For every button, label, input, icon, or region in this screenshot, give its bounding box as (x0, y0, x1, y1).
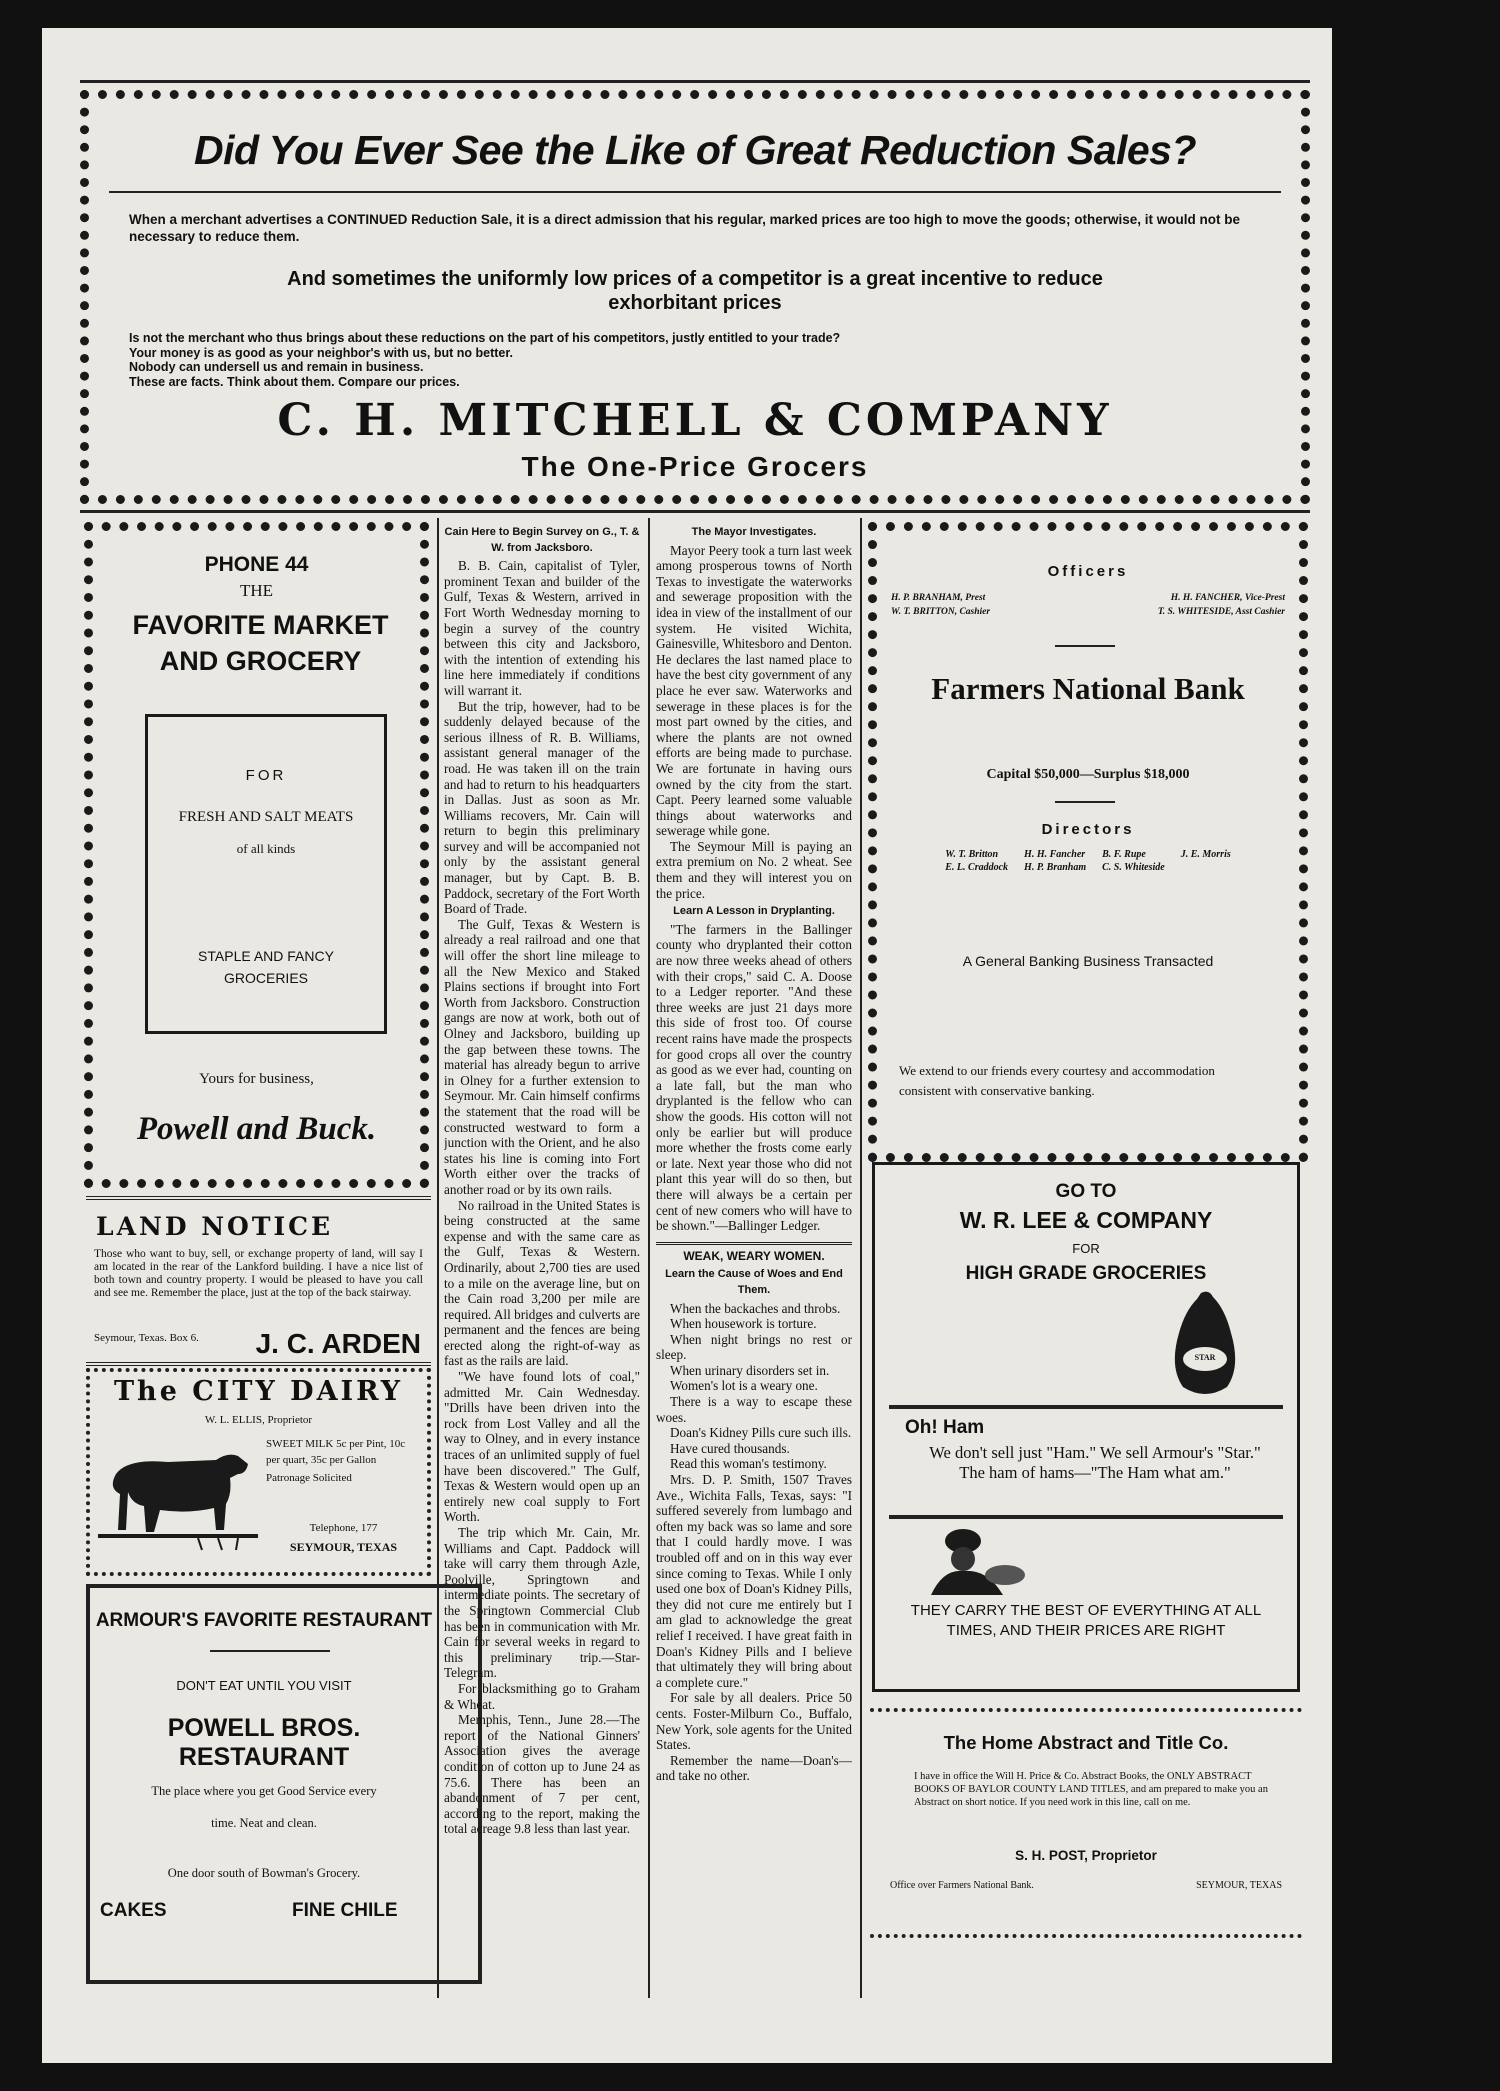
the-label: THE (239, 581, 274, 600)
top-rule (80, 80, 1310, 83)
for-label: FOR (245, 767, 287, 784)
article-line: When night brings no rest or sleep. (656, 1331, 852, 1363)
directors-title: Directors (1041, 821, 1135, 838)
ad-line: Nobody can undersell us and remain in business. (129, 360, 424, 374)
article-divider (656, 1242, 852, 1245)
bank-general: A General Banking Business Transacted (962, 953, 1214, 969)
ham-label: STAR (1194, 1353, 1216, 1362)
article-heading: Cain Here to Begin Survey on G., T. & W. from Jacksboro. (444, 526, 640, 554)
director: J. E. Morris (1180, 849, 1231, 860)
top-rule-bottom (80, 510, 1310, 513)
company-name: C. H. MITCHELL & COMPANY (277, 395, 1113, 446)
abstract-city: SEYMOUR, TEXAS (1196, 1880, 1282, 1891)
market-inner-box (145, 714, 387, 1034)
restaurant-chile: FINE CHILE (292, 1900, 398, 1921)
bank-capital: Capital $50,000—Surplus $18,000 (986, 767, 1190, 782)
lee-oh-ham: Oh! Ham (905, 1417, 985, 1438)
land-notice-ad (86, 1196, 431, 1366)
article-paragraph: Memphis, Tenn., June 28.—The report of the National Ginners' Association gives the average condition of cotton up to June 24 as 75.6. There has been an abandonment of 7 per cent, according to the report, making the total acreage 9.8 less than last year. (444, 1712, 640, 1837)
director: W. T. Britton (945, 849, 999, 860)
ad-divider (109, 191, 1281, 193)
kinds-label: of all kinds (236, 841, 296, 856)
article-line: There is a way to escape these woes. (656, 1394, 852, 1425)
ad-line: Your money is as good as your neighbor's with us, but no better. (129, 345, 514, 360)
phone: PHONE 44 (204, 553, 309, 576)
ad-para1: When a merchant advertises a CONTINUED Reduction Sale, it is a direct admission that his regular, marked prices are too high to move the goods; otherwise, it would not be necessary to reduce them. (129, 212, 1240, 244)
article-paragraph: For blacksmithing go to Graham & Wheat. (444, 1680, 640, 1712)
market-name: FAVORITE MARKET AND GROCERY (132, 610, 389, 676)
restaurant-title: ARMOUR'S FAVORITE RESTAURANT (95, 1610, 433, 1631)
abstract-ad (870, 1708, 1302, 1938)
officers-list (891, 593, 1285, 617)
chef-icon (913, 1525, 1033, 1595)
bank-rule (1055, 645, 1115, 647)
newspaper-page (42, 28, 1332, 2063)
bank-rule (1055, 801, 1115, 803)
cow-icon (98, 1434, 258, 1554)
article-paragraph: Mrs. D. P. Smith, 1507 Traves Ave., Wichita Falls, Texas, says: "I suffered severely from lumbago and often my back was so lame and sore that I could hardly move. I was troubled off and on in this way ever since coming to Texas. While I only used one box of Doan's Kidney Pills, they did not cure me entirely but I am glad to acknowledge the great relief I received. I have great faith in Doan's Kidney Pills and I believe that ultimately they will bring about a complete cure." (656, 1472, 852, 1690)
bank-name: Farmers National Bank (931, 671, 1245, 706)
article-paragraph: But the trip, however, had to be suddenly delayed because of the serious illness of R. B. Williams, assistant general manager of the road. He was taken ill on the train and had to return to his headquarters in Dallas. Just as soon as Mr. Williams recovers, Mr. Cain will return to begin this preliminary survey and will be accompanied not only by the assistant general manager, but by Capt. B. B. Paddock, secretary of the Fort Worth Board of Trade. (444, 698, 640, 917)
ad-para2: And sometimes the uniformly low prices of a competitor is a great incentive to reduce exhorbitant prices (287, 268, 1103, 314)
city-dairy-ad (86, 1368, 431, 1576)
restaurant-dont: DON'T EAT UNTIL YOU VISIT (176, 1678, 352, 1693)
article-paragraph: Remember the name—Doan's—and take no other. (656, 1752, 852, 1784)
article-paragraph: No railroad in the United States is being constructed at the same expense and with the same care as the Gulf, Texas & Western. Ordinarily, about 2,700 ties are used to a mile on the average line, but on the Cain road 3,200 per mile are required. All bridges and culverts are permanent and the fences are being erected along the right-of-way as fast as the rails are laid. (444, 1197, 640, 1369)
article-line: Have cured thousands. (670, 1440, 790, 1456)
favorite-market-ad (84, 522, 429, 1188)
dairy-milk: SWEET MILK 5c per Pint, 10c per quart, 35c per Gallon (266, 1438, 406, 1466)
lee-body: We don't sell just "Ham." We sell Armour's "Star." The ham of hams—"The Ham what am." (929, 1443, 1261, 1482)
lee-band (889, 1515, 1283, 1519)
meats-label: FRESH AND SALT MEATS (178, 809, 354, 825)
abstract-body: I have in office the Will H. Price & Co. Abstract Books, the ONLY ABSTRACT BOOKS OF BAYLOR COUNTY LAND TITLES, and am prepared to make you an Abstract on short notice. If you need work in this line, call on me. (914, 1771, 1268, 1808)
market-signature: Powell and Buck. (136, 1111, 377, 1147)
director: B. F. Rupe (1102, 849, 1146, 860)
restaurant-line2: time. Neat and clean. (211, 1816, 317, 1830)
column-3-article (656, 522, 852, 1982)
ad-line: Is not the merchant who thus brings about these reductions on the part of his competitors, justly entitled to your trade? (129, 331, 841, 345)
lee-for: FOR (1072, 1241, 1100, 1256)
dairy-patronage: Patronage Solicited (266, 1472, 352, 1484)
article-line: When housework is torture. (670, 1316, 817, 1332)
abstract-office: Office over Farmers National Bank. (890, 1880, 1034, 1891)
officer: W. T. BRITTON, Cashier (891, 607, 991, 617)
land-title: LAND NOTICE (96, 1212, 334, 1241)
article-line: Doan's Kidney Pills cure such ills. (670, 1425, 852, 1441)
restaurant-line1: The place where you get Good Service every (151, 1784, 377, 1798)
director: C. S. Whiteside (1102, 862, 1165, 873)
bank-extend: We extend to our friends every courtesy and accommodation consistent with conservative banking. (899, 1063, 1215, 1098)
bank-ad (868, 522, 1308, 1162)
column-rule (860, 518, 862, 1998)
article-paragraph: Mayor Peery took a turn last week among prosperous towns of North Texas to investigate the waterworks and sewerage proposition with the idea in view of the installment of our system. He visited Wichita, Gainesville, Whitesboro and Denton. He declares the last named place to have the best city government of any place he ever saw. Waterworks and sewerage in these places is for the most part owned by the cities, and where the plants are not owned efforts are being made to purchase. We are fortunate in having ours owned by the city from the start. Capt. Peery learned some valuable things about waterworks and sewerage while gone. (656, 542, 852, 839)
lee-band (889, 1405, 1283, 1409)
director: E. L. Craddock (945, 862, 1009, 873)
restaurant-rule (210, 1650, 330, 1652)
article-paragraph: "We have found lots of coal," admitted Mr. Cain Wednesday. "Drills have been driven into the rock from Lost Valley and all the way to Olney, and in every instance traces of an unlimited supply of fuel have been discovered." The Gulf, Texas & Western would open up an entirely new coal supply to Fort Worth. (444, 1369, 640, 1525)
director: H. P. Branham (1024, 862, 1087, 873)
directors-list (887, 849, 1289, 873)
article-paragraph: The trip which Mr. Cain, Mr. Williams and Capt. Paddock will take will carry them through Azle, Poolville, Springtown and intermediate points. The secretary of the Springtown Commercial Club has been in communication with Mr. Cain for several weeks in regard to this preliminary trip.—Star-Telegram. (444, 1525, 640, 1681)
officer: H. H. FANCHER, Vice-Prest (1170, 593, 1285, 603)
article-line: Women's lot is a weary one. (670, 1378, 818, 1394)
lee-carry: THEY CARRY THE BEST OF EVERYTHING AT ALL TIMES, AND THEIR PRICES ARE RIGHT (910, 1602, 1262, 1639)
land-body: Those who want to buy, sell, or exchange property of land, will say I am located in the rear of the Lankford building. I have a nice list of both town and country property. I would be pleased to have you call and see me. Remember the place, just at the top of the back stairway. (94, 1248, 423, 1299)
mitchell-ad (80, 90, 1310, 504)
column-2-article (444, 522, 640, 1982)
ad-headline: Did You Ever See the Like of Great Reduction Sales? (193, 127, 1197, 173)
restaurant-name: POWELL BROS. RESTAURANT (167, 1714, 361, 1771)
article-heading: WEAK, WEARY WOMEN. (683, 1248, 825, 1263)
lee-high: HIGH GRADE GROCERIES (965, 1263, 1207, 1284)
officers-title: Officers (1047, 563, 1129, 580)
abstract-title: The Home Abstract and Title Co. (943, 1732, 1229, 1753)
article-line: When the backaches and throbs. (670, 1300, 841, 1316)
lee-name: W. R. LEE & COMPANY (959, 1207, 1213, 1233)
article-paragraph: The Seymour Mill is paying an extra premium on No. 2 wheat. See them and they will interest you on the price. (656, 838, 852, 901)
article-line: Read this woman's testimony. (670, 1456, 827, 1472)
land-place: Seymour, Texas. Box 6. (94, 1332, 199, 1344)
article-line: When urinary disorders set in. (670, 1362, 830, 1378)
lee-ad (872, 1162, 1300, 1692)
article-heading: The Mayor Investigates. (691, 526, 817, 538)
staple-label: STAPLE AND FANCY GROCERIES (198, 948, 334, 986)
restaurant-ad (86, 1584, 482, 1984)
ad-lines (129, 331, 1261, 389)
abstract-proprietor: S. H. POST, Proprietor (1015, 1848, 1157, 1863)
article-subheading: Learn the Cause of Woes and End Them. (665, 1268, 843, 1296)
ad-line: These are facts. Think about them. Compare our prices. (129, 374, 460, 389)
officer: T. S. WHITESIDE, Asst Cashier (1157, 607, 1285, 617)
lee-go: GO TO (1055, 1181, 1117, 1202)
article-paragraph: The Gulf, Texas & Western is already a real railroad and one that will offer the short line mileage to all the New Mexico and Staked Plains sections if brought into Fort Worth from Jacksboro. Construction gangs are now at work, both out of Olney and Jacksboro, building up the gap between these towns. The material has already begun to arrive in Olney for a further extension to Seymour. Mr. Cain himself confirms the statement that the road will be constructed westward to form a junction with the Orient, and he also states his line is coming into Fort Worth either over the tracks of another road or by its own rails. (444, 916, 640, 1197)
dairy-title: The CITY DAIRY (113, 1376, 404, 1407)
article-paragraph: For sale by all dealers. Price 50 cents. Foster-Milburn Co., Buffalo, New York, sole agents for the United States. (656, 1690, 852, 1753)
dairy-proprietor: W. L. ELLIS, Proprietor (204, 1414, 313, 1426)
ham-icon (1167, 1289, 1243, 1401)
article-paragraph: B. B. Cain, capitalist of Tyler, prominent Texan and builder of the Gulf, Texas & Western, arrived in Fort Worth Wednesday morning to begin a survey of the country between this city and Jacksboro, with the intention of extending his line here immediately if conditions will warrant it. (444, 558, 640, 698)
article-heading: Learn A Lesson in Dryplanting. (673, 905, 835, 918)
director: H. H. Fancher (1024, 849, 1086, 860)
company-tagline: The One-Price Grocers (521, 451, 869, 482)
article-paragraph: "The farmers in the Ballinger county who dryplanted their cotton are now three weeks ahead of others with their crops," said C. A. Doose to a Ledger reporter. "And these three weeks are just 21 days more this side of frost too. Of course recent rains have made the prospects for good crops all over the country as good as we ever had, counting on a late fall, but the man who dryplanted is the fellow who can show the goods. His cotton will not only be earlier but will produce more whether the frosts come early or late. Next year those who did not plant this year will do so then, but there will always be a certain per cent of new comers who will have to be shown."—Ballinger Ledger. (656, 921, 852, 1234)
land-name: J. C. ARDEN (255, 1328, 421, 1359)
restaurant-cakes: CAKES (100, 1900, 167, 1921)
yours-label: Yours for business, (199, 1071, 314, 1087)
dairy-city: SEYMOUR, TEXAS (289, 1540, 398, 1554)
dairy-phone: Telephone, 177 (309, 1522, 378, 1534)
restaurant-door: One door south of Bowman's Grocery. (167, 1866, 361, 1880)
officer: H. P. BRANHAM, Prest (891, 593, 986, 603)
column-rule (648, 518, 650, 1998)
